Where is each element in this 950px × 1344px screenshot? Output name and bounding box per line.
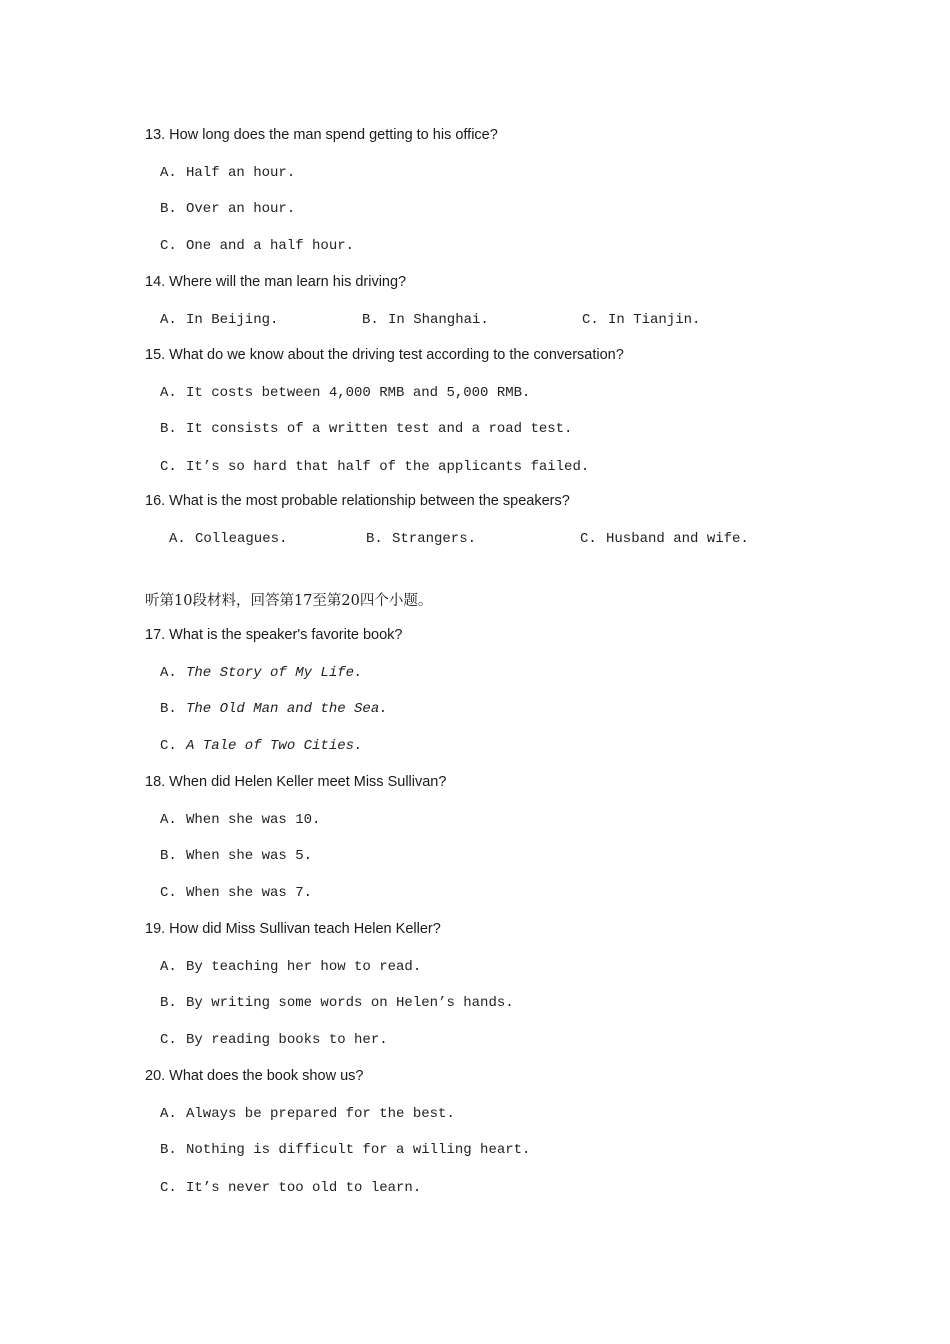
option-18-b <box>160 846 312 866</box>
option-letter: B. <box>160 421 177 437</box>
option-text: When she was 10. <box>186 812 321 828</box>
option-17-a <box>160 663 362 683</box>
option-text: By writing some words on Helen’s hands. <box>186 995 514 1011</box>
question-17: 17. What is the speaker's favorite book? <box>145 627 403 643</box>
option-text: One and a half hour. <box>186 238 355 254</box>
option-15-b <box>160 419 572 439</box>
option-19-b <box>160 993 514 1013</box>
option-letter: A. <box>160 812 177 828</box>
option-letter: B. <box>160 995 177 1011</box>
option-letter: C. <box>160 1032 177 1048</box>
option-text: The Old Man and the Sea. <box>186 701 388 717</box>
option-letter: A. <box>160 1106 177 1122</box>
option-letter: A. <box>160 165 177 181</box>
option-letter: B. <box>160 848 177 864</box>
question-19: 19. How did Miss Sullivan teach Helen Keller? <box>145 921 441 937</box>
option-text: Husband and wife. <box>606 531 749 547</box>
option-text: Colleagues. <box>195 531 288 547</box>
option-17-c <box>160 736 362 756</box>
option-14-a <box>160 310 278 330</box>
option-letter: C. <box>160 238 177 254</box>
option-text: When she was 7. <box>186 885 313 901</box>
option-text: By teaching her how to read. <box>186 959 422 975</box>
option-13-a <box>160 163 295 183</box>
option-17-b <box>160 699 388 719</box>
option-text: In Beijing. <box>186 312 279 328</box>
option-19-a <box>160 957 421 977</box>
option-letter: A. <box>160 959 177 975</box>
option-15-c <box>160 457 589 477</box>
option-text: A Tale of Two Cities. <box>186 738 363 754</box>
option-text: The Story of My Life. <box>186 665 363 681</box>
option-19-c <box>160 1030 388 1050</box>
option-18-a <box>160 810 320 830</box>
option-16-a <box>169 529 287 549</box>
option-13-c <box>160 236 354 256</box>
question-15: 15. What do we know about the driving test according to the conversation? <box>145 347 624 363</box>
option-letter: C. <box>160 1180 177 1196</box>
option-letter: B. <box>160 1142 177 1158</box>
option-text: In Tianjin. <box>608 312 701 328</box>
question-14: 14. Where will the man learn his driving? <box>145 274 407 290</box>
option-letter: B. <box>160 201 177 217</box>
option-16-c <box>580 529 749 549</box>
option-letter: C. <box>580 531 597 547</box>
option-text: Always be prepared for the best. <box>186 1106 455 1122</box>
question-16: 16. What is the most probable relationship between the speakers? <box>145 493 570 509</box>
option-letter: A. <box>169 531 186 547</box>
option-text: Nothing is difficult for a willing heart. <box>186 1142 531 1158</box>
option-letter: C. <box>160 459 177 475</box>
option-18-c <box>160 883 312 903</box>
option-text: Strangers. <box>392 531 477 547</box>
option-14-c <box>582 310 700 330</box>
option-20-a <box>160 1104 455 1124</box>
option-letter: C. <box>160 885 177 901</box>
option-letter: A. <box>160 312 177 328</box>
option-text: By reading books to her. <box>186 1032 388 1048</box>
option-letter: A. <box>160 665 177 681</box>
option-text: It’s never too old to learn. <box>186 1180 422 1196</box>
option-letter: C. <box>160 738 177 754</box>
option-letter: B. <box>362 312 379 328</box>
option-letter: A. <box>160 385 177 401</box>
option-letter: C. <box>582 312 599 328</box>
question-13: 13. How long does the man spend getting to his office? <box>145 127 498 143</box>
question-18: 18. When did Helen Keller meet Miss Sullivan? <box>145 774 447 790</box>
option-text: Half an hour. <box>186 165 296 181</box>
option-text: It consists of a written test and a road test. <box>186 421 573 437</box>
question-20: 20. What does the book show us? <box>145 1068 364 1084</box>
section-instruction: 听第10段材料，回答第17至第20四个小题。 <box>145 593 433 609</box>
option-text: It costs between 4,000 RMB and 5,000 RMB. <box>186 385 531 401</box>
option-13-b <box>160 199 295 219</box>
option-15-a <box>160 383 530 403</box>
option-16-b <box>366 529 476 549</box>
option-text: Over an hour. <box>186 201 296 217</box>
option-text: In Shanghai. <box>388 312 489 328</box>
option-20-b <box>160 1140 530 1160</box>
option-letter: B. <box>366 531 383 547</box>
option-20-c <box>160 1178 421 1198</box>
option-letter: B. <box>160 701 177 717</box>
option-text: When she was 5. <box>186 848 313 864</box>
option-text: It’s so hard that half of the applicants failed. <box>186 459 590 475</box>
option-14-b <box>362 310 489 330</box>
